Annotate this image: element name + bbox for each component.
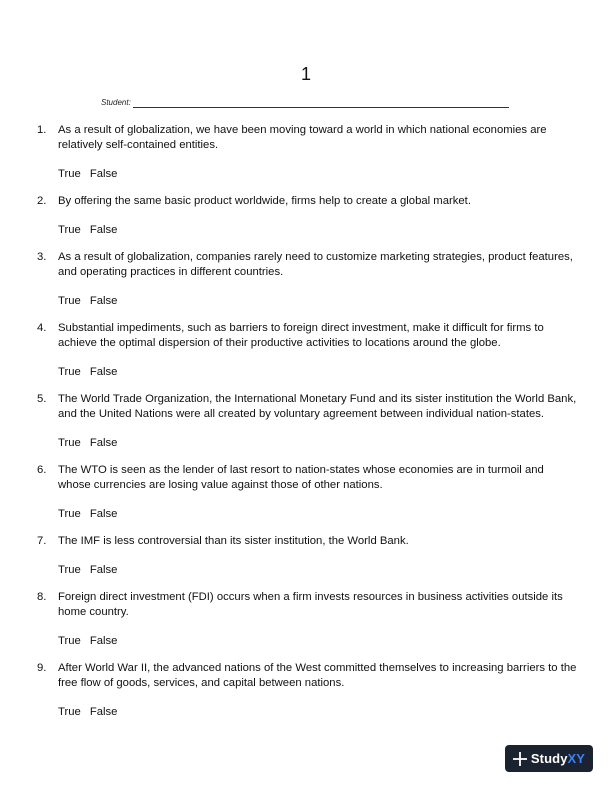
question-text: The WTO is seen as the lender of last resort to nation-states whose economies are in turmoil and whose currencies are losing value against those of other nations. xyxy=(58,464,544,491)
answer-true[interactable]: True xyxy=(58,564,81,576)
question-item xyxy=(37,123,577,182)
answer-options xyxy=(58,294,577,309)
answer-false[interactable]: False xyxy=(89,564,118,576)
badge-brand-main: Study xyxy=(530,751,568,766)
question-number: 3. xyxy=(37,251,47,263)
answer-false[interactable]: False xyxy=(89,168,118,180)
question-list xyxy=(37,123,577,732)
student-label: Student: xyxy=(101,98,131,107)
answer-false[interactable]: False xyxy=(89,437,118,449)
student-name-field[interactable] xyxy=(133,99,509,108)
question-number: 4. xyxy=(37,322,47,334)
answer-true[interactable]: True xyxy=(58,168,81,180)
question-number: 1. xyxy=(37,124,47,136)
question-number: 9. xyxy=(37,662,47,674)
plus-icon xyxy=(513,752,527,766)
answer-options xyxy=(58,634,577,649)
question-text: By offering the same basic product worldwide, firms help to create a global market. xyxy=(58,195,471,207)
answer-false[interactable]: False xyxy=(89,366,118,378)
question-item xyxy=(37,463,577,522)
answer-false[interactable]: False xyxy=(89,224,118,236)
answer-options xyxy=(58,507,577,522)
question-text: The World Trade Organization, the International Monetary Fund and its sister institution the World Bank, and the United Nations were all created by voluntary agreement between individual nation-states. xyxy=(58,393,577,420)
answer-true[interactable]: True xyxy=(58,366,81,378)
question-number: 6. xyxy=(37,464,47,476)
answer-true[interactable]: True xyxy=(58,635,81,647)
question-text: The IMF is less controversial than its sister institution, the World Bank. xyxy=(58,535,409,547)
answer-options xyxy=(58,365,577,380)
badge-brand xyxy=(531,751,585,766)
answer-options xyxy=(58,705,577,720)
question-item xyxy=(37,194,577,238)
question-number: 8. xyxy=(37,591,47,603)
answer-false[interactable]: False xyxy=(89,508,118,520)
question-number: 7. xyxy=(37,535,47,547)
question-text: As a result of globalization, companies rarely need to customize marketing strategies, product features, and operating practices in different countries. xyxy=(58,251,573,278)
answer-options xyxy=(58,563,577,578)
question-text: After World War II, the advanced nations of the West committed themselves to increasing barriers to the free flow of goods, services, and capital between nations. xyxy=(58,662,577,689)
answer-false[interactable]: False xyxy=(89,295,118,307)
answer-true[interactable]: True xyxy=(58,508,81,520)
answer-true[interactable]: True xyxy=(58,295,81,307)
answer-options xyxy=(58,223,577,238)
badge-brand-accent: XY xyxy=(567,751,586,766)
question-item xyxy=(37,534,577,578)
question-text: Foreign direct investment (FDI) occurs when a firm invests resources in business activities outside its home country. xyxy=(58,591,563,618)
answer-false[interactable]: False xyxy=(89,706,118,718)
question-item xyxy=(37,321,577,380)
answer-true[interactable]: True xyxy=(58,437,81,449)
answer-options xyxy=(58,167,577,182)
studyxy-badge[interactable] xyxy=(505,745,593,772)
answer-options xyxy=(58,436,577,451)
question-item xyxy=(37,250,577,309)
answer-true[interactable]: True xyxy=(58,224,81,236)
question-number: 2. xyxy=(37,195,47,207)
question-item xyxy=(37,392,577,451)
answer-true[interactable]: True xyxy=(58,706,81,718)
question-item xyxy=(37,590,577,649)
answer-false[interactable]: False xyxy=(89,635,118,647)
question-text: As a result of globalization, we have been moving toward a world in which national economies are relatively self-contained entities. xyxy=(58,124,547,151)
question-item xyxy=(37,661,577,720)
question-text: Substantial impediments, such as barriers to foreign direct investment, make it difficult for firms to achieve the optimal dispersion of their productive activities to locations around the globe. xyxy=(58,322,544,349)
question-number: 5. xyxy=(37,393,47,405)
page-number: 1 xyxy=(300,64,311,84)
student-name-line xyxy=(101,98,509,108)
